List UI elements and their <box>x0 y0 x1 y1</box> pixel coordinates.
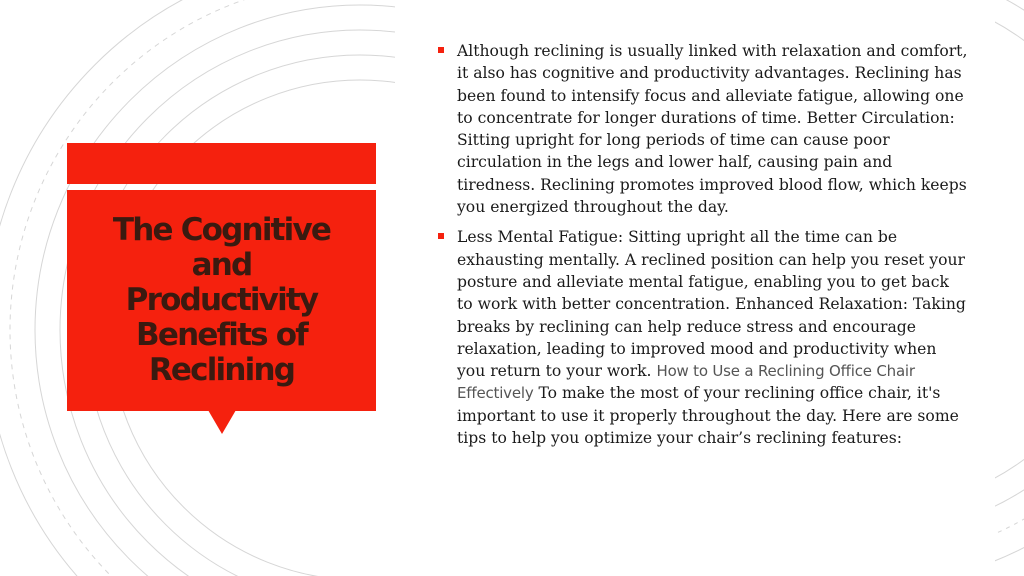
title-accent-bar <box>67 143 376 184</box>
bullet-item <box>438 226 968 449</box>
title-box-pointer <box>208 410 236 434</box>
square-bullet-icon <box>438 233 444 239</box>
square-bullet-icon <box>438 47 444 53</box>
bullet-item <box>438 40 968 218</box>
how-to-link[interactable]: How to Use a Reclining Office Chair Effectively <box>457 362 915 403</box>
bullet-text-continued: To make the most of your reclining office chair, it's important to use it properly throughout the day. Here are some tips to help you optimize your chair’s reclining features: <box>457 384 959 448</box>
bullet-text: Although reclining is usually linked with relaxation and comfort, it also has cognitive and productivity advantages. Reclining has been found to intensify focus and alleviate fatigue, allowing one to concentrate for longer durations of time. Better Circulation: Sitting upright for long periods of time can cause poor circulation in the legs and lower half, causing pain and tiredness. Reclining promotes improved blood flow, which keeps you energized throughout the day. <box>457 42 968 217</box>
slide-title: The Cognitive and Productivity Benefits of Reclining <box>112 212 331 388</box>
title-box <box>67 190 376 411</box>
bullet-text: Less Mental Fatigue: Sitting upright all the time can be exhausting mentally. A reclined position can help you reset your posture and alleviate mental fatigue, enabling you to get back to work with better concentration. Enhanced Relaxation: Taking breaks by reclining can help reduce stress and encourage relaxation, leading to improved mood and productivity when you return to your work. <box>457 228 966 381</box>
bullet-list <box>438 40 968 457</box>
